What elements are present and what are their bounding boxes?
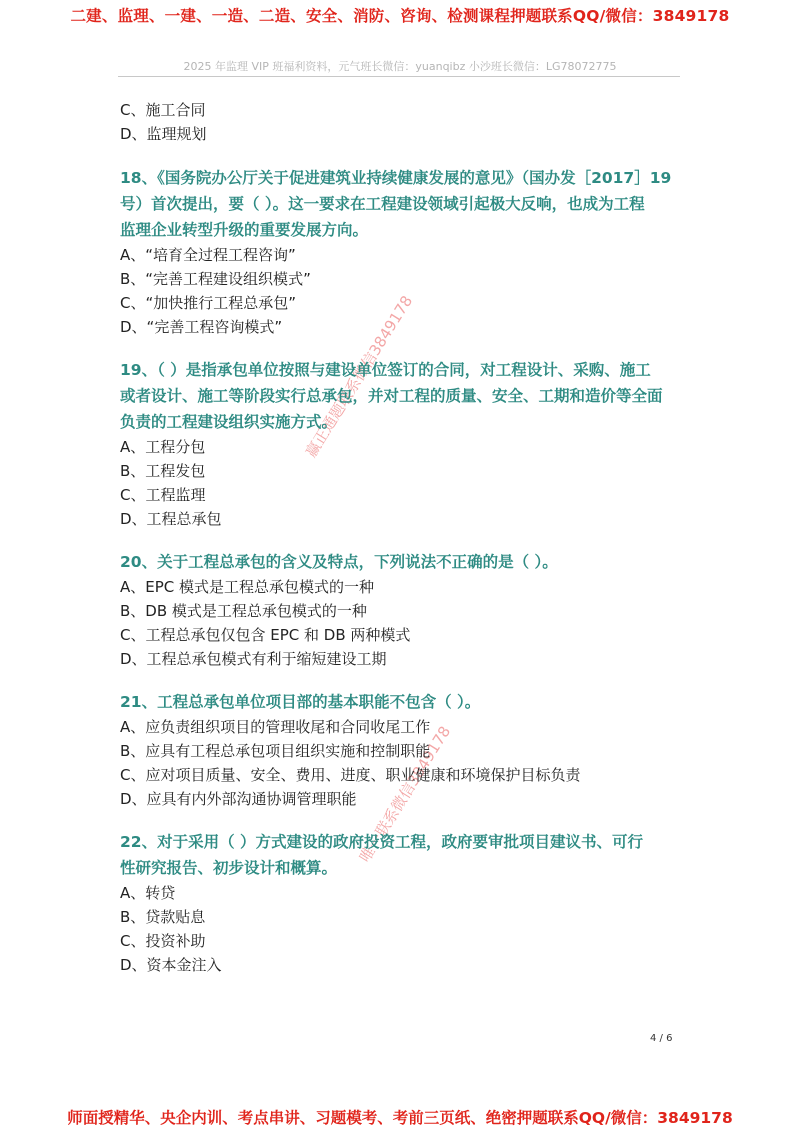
top-banner: 二建、监理、一建、一造、二造、安全、消防、咨询、检测课程押题联系QQ/微信：3849178 bbox=[70, 7, 730, 25]
title-line: 性研究报告、初步设计和概算。 bbox=[120, 859, 338, 877]
option-b: B、DB 模式是工程总承包模式的一种 bbox=[120, 602, 367, 620]
option-c: C、工程总承包仅包含 EPC 和 DB 两种模式 bbox=[120, 626, 411, 644]
option-b: B、“完善工程建设组织模式” bbox=[120, 270, 311, 288]
option-a: A、转贷 bbox=[120, 884, 176, 902]
title-line: 22、对于采用（ ）方式建设的政府投资工程，政府要审批项目建议书、可行 bbox=[120, 833, 643, 851]
option-d: D、工程总承包模式有利于缩短建设工期 bbox=[120, 650, 387, 668]
option-b: B、贷款贴息 bbox=[120, 908, 206, 926]
option-a: A、“培育全过程工程咨询” bbox=[120, 246, 296, 264]
title-line: 20、关于工程总承包的含义及特点，下列说法不正确的是（ ）。 bbox=[120, 553, 558, 571]
title-line: 21、工程总承包单位项目部的基本职能不包含（ ）。 bbox=[120, 693, 481, 711]
option-c: C、工程监理 bbox=[120, 486, 206, 504]
page-subtitle: 2025 年监理 VIP 班福利资料，元气班长微信：yuanqibz 小沙班长微信：LG78072775 bbox=[183, 60, 617, 73]
footer-banner: 师面授精华、央企内训、考点串讲、习题模考、考前三页纸、绝密押题联系QQ/微信：3849178 bbox=[67, 1109, 733, 1127]
question-18 bbox=[120, 165, 690, 339]
option-d: D、“完善工程咨询模式” bbox=[120, 318, 283, 336]
option-a: A、工程分包 bbox=[120, 438, 206, 456]
title-line: 19、（ ）是指承包单位按照与建设单位签订的合同，对工程设计、采购、施工 bbox=[120, 361, 651, 379]
option-a: A、应负责组织项目的管理收尾和合同收尾工作 bbox=[120, 718, 431, 736]
continued-options bbox=[120, 98, 690, 146]
question-20 bbox=[120, 549, 690, 671]
option-b: B、应具有工程总承包项目组织实施和控制职能 bbox=[120, 742, 431, 760]
title-line: 或者设计、施工等阶段实行总承包，并对工程的质量、安全、工期和造价等全面 bbox=[120, 387, 663, 405]
option-d: D、工程总承包 bbox=[120, 510, 222, 528]
title-line: 号）首次提出，要（ ）。这一要求在工程建设领域引起极大反响，也成为工程 bbox=[120, 195, 645, 213]
option-d: D、资本金注入 bbox=[120, 956, 222, 974]
option: C、施工合同 bbox=[120, 101, 206, 119]
question-title bbox=[120, 829, 690, 881]
title-line: 监理企业转型升级的重要发展方向。 bbox=[120, 221, 369, 239]
question-title bbox=[120, 549, 690, 575]
title-line: 18、《国务院办公厅关于促进建筑业持续健康发展的意见》（国办发［2017］19 bbox=[120, 169, 672, 187]
watermark: 赢正通题联系微信3849178 bbox=[301, 292, 417, 461]
title-line: 负责的工程建设组织实施方式。 bbox=[120, 413, 338, 431]
option-b: B、工程发包 bbox=[120, 462, 206, 480]
page-number: 4 / 6 bbox=[650, 1033, 673, 1044]
option-a: A、EPC 模式是工程总承包模式的一种 bbox=[120, 578, 375, 596]
option: D、监理规划 bbox=[120, 125, 207, 143]
option-c: C、“加快推行工程总承包” bbox=[120, 294, 297, 312]
question-22 bbox=[120, 829, 690, 977]
question-title bbox=[120, 165, 690, 243]
question-19 bbox=[120, 357, 690, 531]
question-title bbox=[120, 689, 690, 715]
question-21 bbox=[120, 689, 690, 811]
header-rule bbox=[118, 76, 680, 77]
question-title bbox=[120, 357, 690, 435]
option-d: D、应具有内外部沟通协调管理职能 bbox=[120, 790, 357, 808]
option-c: C、应对项目质量、安全、费用、进度、职业健康和环境保护目标负责 bbox=[120, 766, 581, 784]
watermark: 唯一联系微信3849178 bbox=[355, 722, 455, 866]
question-list bbox=[120, 98, 690, 977]
option-c: C、投资补助 bbox=[120, 932, 206, 950]
